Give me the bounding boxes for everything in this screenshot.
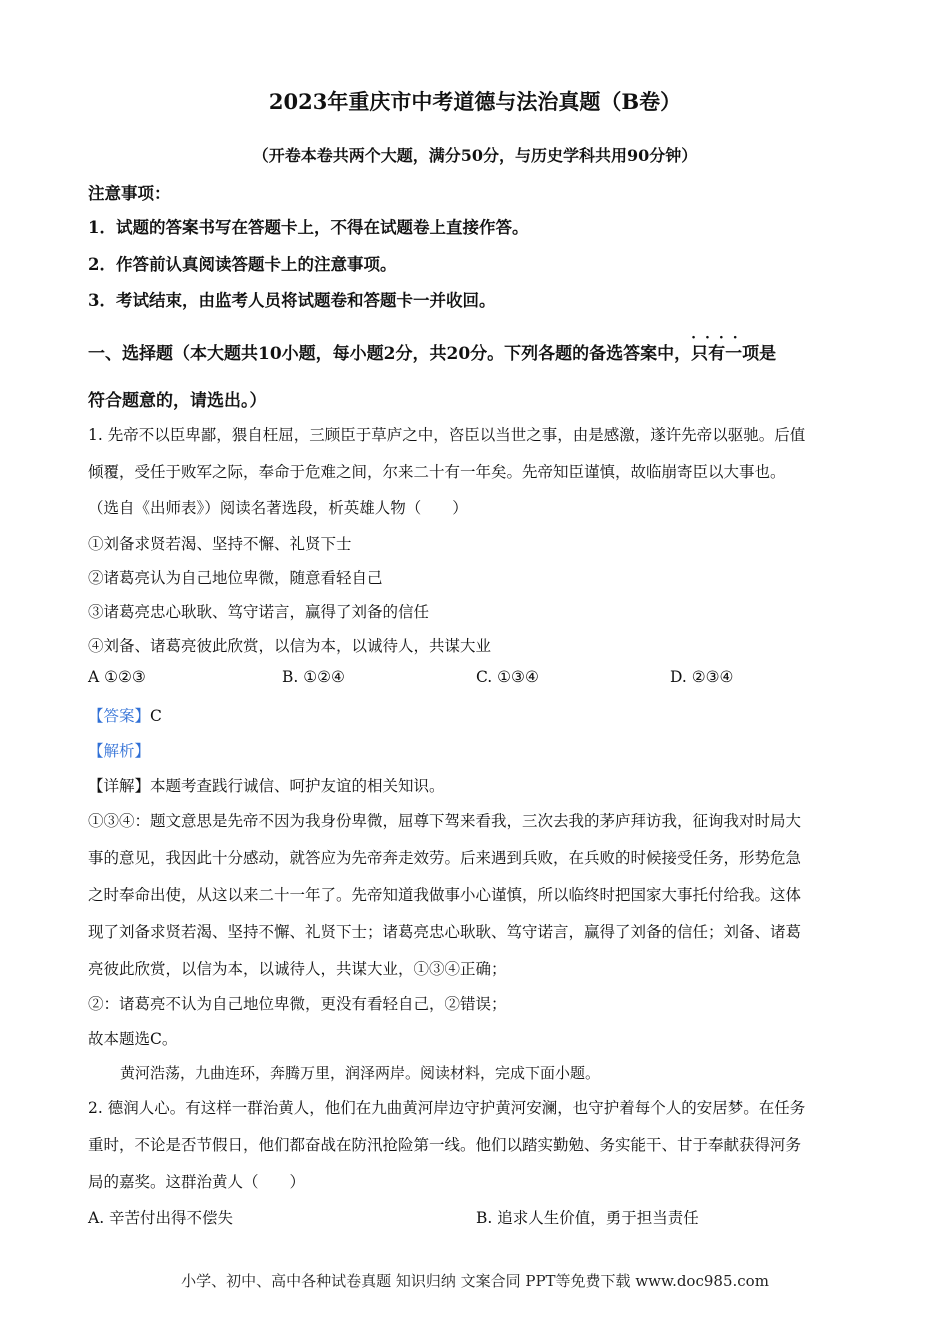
q2-option-b: B. 追求人生价值，勇于担当责任: [476, 1209, 699, 1227]
q1-statement: ①刘备求贤若渴、坚持不懈、礼贤下士: [88, 535, 352, 553]
explanation-line: 故本题选C。: [88, 1030, 178, 1048]
q1-statement: ④刘备、诸葛亮彼此欣赏，以信为本，以诚待人，共谋大业: [88, 637, 492, 655]
emphasis-text: [691, 330, 760, 364]
q1-detail: [88, 774, 445, 796]
detail-label: 【详解】: [88, 777, 151, 795]
notice-heading: 注意事项：: [88, 184, 171, 203]
detail-text: 本题考查践行诚信、呵护友谊的相关知识。: [150, 777, 445, 795]
explanation-line: ①③④：题文意思是先帝不因为我身份卑微，屈尊下驾来看我，三次去我的茅庐拜访我，征询我对时局大: [88, 812, 802, 830]
section-heading-line2: 符合题意的，请选出。）: [88, 391, 267, 411]
q1-option-d: D. ②③④: [670, 668, 734, 686]
explanation-line: ②：诸葛亮不认为自己地位卑微，更没有看轻自己，②错误；: [88, 995, 507, 1013]
section-heading-tail: 是: [759, 344, 777, 364]
q1-statement: ②诸葛亮认为自己地位卑微，随意看轻自己: [88, 569, 383, 587]
emphasis-dots: ····: [691, 330, 747, 346]
page-subtitle: （开卷本卷共两个大题，满分50分，与历史学科共用90分钟）: [252, 146, 698, 165]
q1-stem: 1. 先帝不以臣卑鄙，猥自枉屈，三顾臣于草庐之中，咨臣以当世之事，由是感激，遂许先帝以驱驰。后值: [88, 426, 806, 444]
q1-option-c: C. ①③④: [476, 668, 539, 686]
page-title: 2023年重庆市中考道德与法治真题（B卷）: [268, 89, 682, 114]
q1-option-a: A ①②③: [88, 668, 146, 686]
explanation-line: 亮彼此欣赏，以信为本，以诚待人，共谋大业，①③④正确；: [88, 960, 507, 978]
notice-item: 2．作答前认真阅读答题卡上的注意事项。: [88, 255, 397, 274]
explanation-line: 事的意见，我因此十分感动，就答应为先帝奔走效劳。后来遇到兵败，在兵败的时候接受任务，形势危急: [88, 849, 802, 867]
notice-item: 3．考试结束，由监考人员将试题卷和答题卡一并收回。: [88, 291, 496, 310]
analysis-label: 【解析】: [88, 742, 151, 760]
q1-stem: （选自《出师表》）阅读名著选段，析英雄人物（ ）: [88, 499, 468, 517]
q2-stem: 重时，不论是否节假日，他们都奋战在防汛抢险第一线。他们以踏实勤勉、务实能干、甘于奉献获得河务: [88, 1136, 802, 1154]
answer-label: 【答案】: [88, 707, 151, 725]
explanation-line: 现了刘备求贤若渴、坚持不懈、礼贤下士；诸葛亮忠心耿耿、笃守诺言，赢得了刘备的信任；刘备、诸葛: [88, 923, 802, 941]
notice-item: 1．试题的答案书写在答题卡上，不得在试题卷上直接作答。: [88, 218, 529, 237]
answer-value: C: [150, 707, 162, 725]
section-heading-text: 一、选择题（本大题共10小题，每小题2分，共20分。下列各题的备选答案中，: [88, 344, 692, 364]
q1-stem: 倾覆，受任于败军之际，奉命于危难之间，尔来二十有一年矣。先帝知臣谨慎，故临崩寄臣以大事也。: [88, 463, 786, 481]
q1-option-b: B. ①②④: [282, 668, 345, 686]
q1-answer: [88, 704, 162, 726]
q1-statement: ③诸葛亮忠心耿耿、笃守诺言，赢得了刘备的信任: [88, 603, 430, 621]
page-footer: 小学、初中、高中各种试卷真题 知识归纳 文案合同 PPT等免费下载 www.doc985.com: [181, 1272, 769, 1290]
section-heading: [88, 330, 777, 364]
q2-stem: 局的嘉奖。这群治黄人（ ）: [88, 1173, 306, 1191]
explanation-line: 之时奉命出使，从这以来二十一年了。先帝知道我做事小心谨慎，所以临终时把国家大事托付给我。这体: [88, 886, 802, 904]
emphasis-words: 只有一项: [691, 344, 760, 364]
q2-stem: 2. 德润人心。有这样一群治黄人，他们在九曲黄河岸边守护黄河安澜，也守护着每个人的安居梦。在任务: [88, 1099, 806, 1117]
reading-material: 黄河浩荡，九曲连环，奔腾万里，润泽两岸。阅读材料，完成下面小题。: [120, 1064, 601, 1082]
q2-option-a: A. 辛苦付出得不偿失: [88, 1209, 234, 1227]
